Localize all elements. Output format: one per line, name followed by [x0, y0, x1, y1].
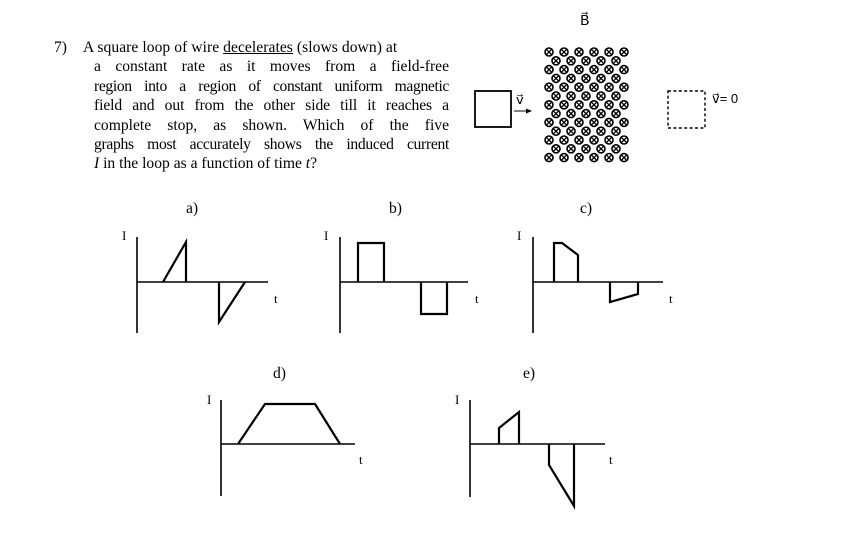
- field-into-page-symbol: [575, 101, 583, 109]
- graph-c-y-label: I: [517, 228, 522, 243]
- field-into-page-symbol: [582, 92, 590, 100]
- field-into-page-symbol: [575, 118, 583, 126]
- problem-line-3: region into a region of constant uniform magnetic: [94, 77, 449, 95]
- problem-line-1a: A square loop of wire: [83, 39, 224, 56]
- final-velocity-label: v⃗= 0: [712, 91, 739, 106]
- graph-a-y-label: I: [122, 228, 127, 243]
- field-into-page-symbol: [620, 101, 628, 109]
- field-into-page-symbol: [582, 57, 590, 65]
- field-into-page-symbol: [605, 118, 613, 126]
- graph-e-x-label: t: [609, 452, 613, 467]
- problem-line-4: field and out from the other side till it reaches a: [94, 97, 449, 115]
- field-into-page-symbol: [582, 110, 590, 118]
- field-into-page-symbol: [567, 145, 575, 153]
- graph-a-curve-positive: [163, 242, 186, 282]
- field-label: B⃗: [580, 14, 590, 29]
- field-into-page-symbol: [612, 92, 620, 100]
- field-into-page-symbol: [545, 48, 553, 56]
- field-into-page-symbol: [567, 127, 575, 135]
- graph-a-curve-negative: [219, 282, 245, 322]
- velocity-arrow-head: [526, 109, 532, 114]
- field-into-page-symbol: [545, 136, 553, 144]
- field-into-page-symbol: [590, 136, 598, 144]
- graph-a: [137, 237, 268, 333]
- problem-line-2: a constant rate as it moves from a field-free: [94, 58, 449, 76]
- graph-c-x-label: t: [669, 291, 673, 306]
- graph-d-x-label: t: [359, 452, 363, 467]
- symbol-current: I: [94, 155, 100, 173]
- dashed-final-loop: [668, 91, 705, 128]
- problem-number: 7): [54, 39, 67, 56]
- problem-line-1b: (slows down) at: [292, 39, 398, 56]
- field-into-page-symbol: [545, 118, 553, 126]
- graph-b-y-label: I: [324, 228, 329, 243]
- field-into-page-symbol: [552, 57, 560, 65]
- field-into-page-symbol: [590, 66, 598, 74]
- field-into-page-symbol: [582, 145, 590, 153]
- field-into-page-symbol: [560, 118, 568, 126]
- option-a-label: a): [186, 200, 199, 217]
- field-into-page-symbol: [567, 92, 575, 100]
- field-into-page-symbol: [552, 110, 560, 118]
- field-into-page-symbol: [597, 145, 605, 153]
- field-into-page-symbol: [597, 57, 605, 65]
- field-into-page-symbol: [560, 154, 568, 162]
- problem-line-7: in the loop as a function of time: [99, 155, 306, 173]
- field-into-page-symbol: [605, 66, 613, 74]
- field-into-page-symbol: [582, 127, 590, 135]
- graph-d-curve: [238, 404, 340, 444]
- graph-b-x-label: t: [475, 291, 479, 306]
- graph-e-y-label: I: [455, 392, 460, 407]
- magnetic-field-region: [545, 48, 628, 162]
- field-into-page-symbol: [605, 101, 613, 109]
- field-into-page-symbol: [605, 154, 613, 162]
- field-into-page-symbol: [620, 154, 628, 162]
- graph-c-curve-positive: [554, 243, 578, 282]
- graph-a-x-label: t: [274, 291, 278, 306]
- field-into-page-symbol: [575, 66, 583, 74]
- option-c-label: c): [580, 200, 593, 217]
- field-into-page-symbol: [567, 110, 575, 118]
- graph-b: [340, 237, 468, 333]
- field-into-page-symbol: [575, 154, 583, 162]
- field-into-page-symbol: [560, 101, 568, 109]
- option-b-label: b): [389, 200, 402, 217]
- field-into-page-symbol: [620, 83, 628, 91]
- field-into-page-symbol: [590, 154, 598, 162]
- field-into-page-symbol: [545, 154, 553, 162]
- field-into-page-symbol: [575, 48, 583, 56]
- problem-line-6: graphs most accurately shows the induced current: [94, 136, 449, 154]
- field-into-page-symbol: [605, 83, 613, 91]
- keyword-decelerates: decelerates: [223, 39, 293, 56]
- graph-b-curve-negative: [421, 282, 447, 314]
- field-into-page-symbol: [552, 145, 560, 153]
- field-into-page-symbol: [597, 127, 605, 135]
- problem-line-7-end: ?: [310, 155, 318, 173]
- graph-c-curve-negative: [610, 282, 638, 302]
- field-into-page-symbol: [567, 57, 575, 65]
- field-into-page-symbol: [612, 74, 620, 82]
- field-into-page-symbol: [612, 110, 620, 118]
- field-into-page-symbol: [552, 127, 560, 135]
- velocity-label: v⃗: [516, 92, 524, 107]
- field-into-page-symbol: [575, 83, 583, 91]
- field-into-page-symbol: [597, 110, 605, 118]
- graph-d: [221, 400, 355, 496]
- field-into-page-symbol: [605, 48, 613, 56]
- field-into-page-symbol: [560, 48, 568, 56]
- field-into-page-symbol: [560, 83, 568, 91]
- field-into-page-symbol: [575, 136, 583, 144]
- field-into-page-symbol: [620, 136, 628, 144]
- field-into-page-symbol: [612, 145, 620, 153]
- field-into-page-symbol: [560, 136, 568, 144]
- field-into-page-symbol: [597, 74, 605, 82]
- graph-b-curve-positive: [358, 243, 384, 282]
- field-into-page-symbol: [545, 66, 553, 74]
- graph-d-y-label: I: [207, 392, 212, 407]
- field-into-page-symbol: [545, 101, 553, 109]
- field-into-page-symbol: [590, 48, 598, 56]
- problem-line-5: complete stop, as shown. Which of the five: [94, 116, 449, 134]
- field-into-page-symbol: [590, 118, 598, 126]
- field-into-page-symbol: [620, 48, 628, 56]
- field-into-page-symbol: [567, 74, 575, 82]
- field-into-page-symbol: [620, 66, 628, 74]
- graph-e-curve-negative: [549, 444, 574, 506]
- field-into-page-symbol: [620, 118, 628, 126]
- symbol-time: t: [305, 155, 311, 173]
- field-into-page-symbol: [560, 66, 568, 74]
- graph-e: [470, 400, 605, 506]
- square-loop: [475, 91, 511, 127]
- field-into-page-symbol: [545, 83, 553, 91]
- field-into-page-symbol: [552, 92, 560, 100]
- field-into-page-symbol: [590, 83, 598, 91]
- field-into-page-symbol: [612, 57, 620, 65]
- field-into-page-symbol: [582, 74, 590, 82]
- field-into-page-symbol: [552, 74, 560, 82]
- graph-c: [533, 237, 663, 333]
- field-into-page-symbol: [597, 92, 605, 100]
- field-into-page-symbol: [590, 101, 598, 109]
- option-d-label: d): [273, 365, 286, 382]
- graph-e-curve-positive: [499, 412, 519, 444]
- field-into-page-symbol: [605, 136, 613, 144]
- option-e-label: e): [523, 365, 536, 382]
- field-into-page-symbol: [612, 127, 620, 135]
